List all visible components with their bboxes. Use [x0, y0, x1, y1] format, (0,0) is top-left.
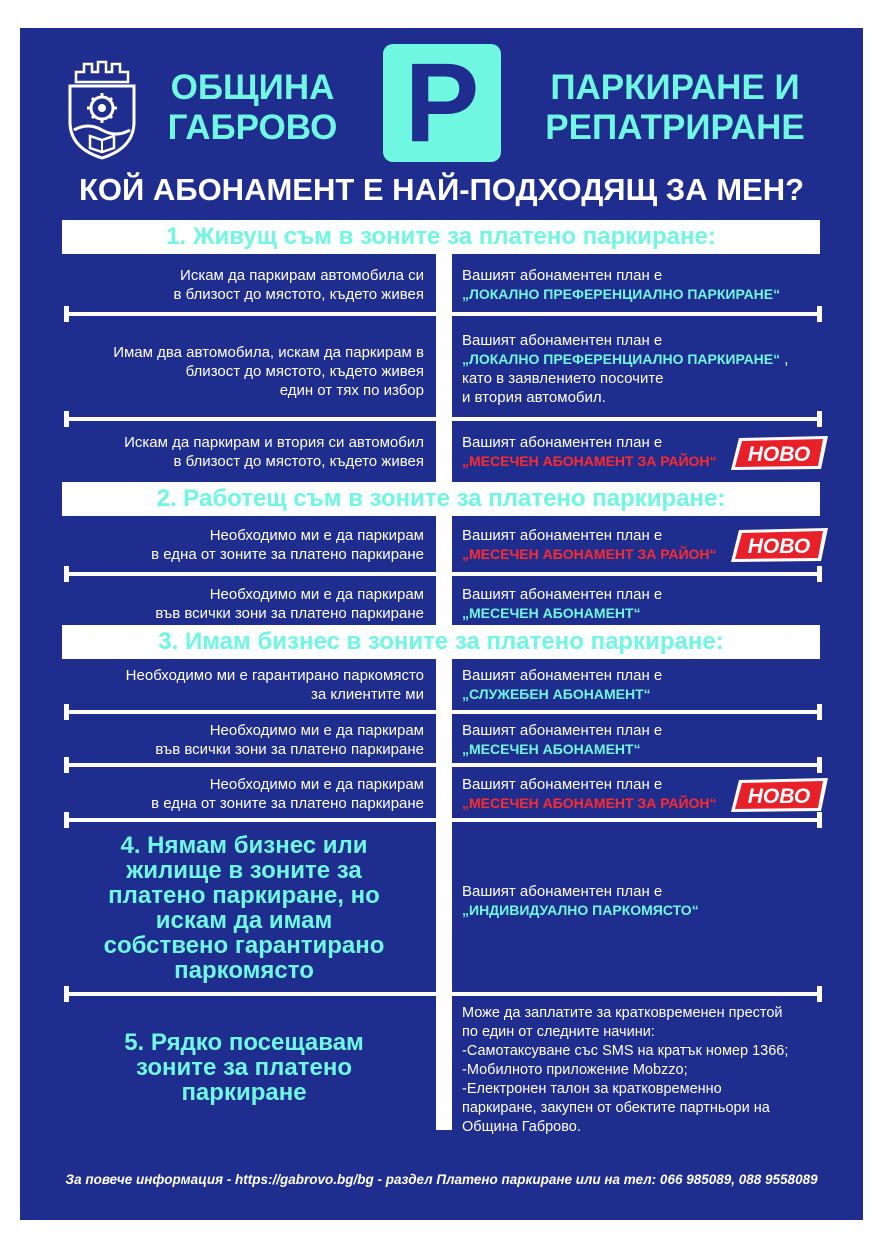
plan-extra-line: и втория автомобил. — [462, 389, 606, 406]
footer-contact-info: За повече информация - https://gabrovo.bg/bg - раздел Платено паркиране или на тел: 066 985089, 088 9558089 — [65, 1172, 818, 1187]
plan-name: „ЛОКАЛНО ПРЕФЕРЕНЦИАЛНО ПАРКИРАНЕ“ — [462, 286, 781, 302]
situation-line: в близост до мястото, където живея — [173, 453, 424, 470]
payment-line: -Електронен талон за кратковременно — [462, 1081, 722, 1097]
section-4-heading — [62, 833, 426, 983]
plan-name: „СЛУЖЕБЕН АБОНАМЕНТ“ — [462, 686, 651, 702]
new-badge — [731, 436, 829, 470]
service-title — [520, 68, 830, 148]
heading-line: жилище в зоните за — [126, 857, 362, 884]
situation-line: Необходимо ми е да паркирам — [209, 586, 424, 603]
section-2-row-2-plan — [462, 585, 822, 623]
municipality-name — [155, 68, 350, 148]
section-1-row-3-situation — [62, 433, 424, 471]
section-2-row-2-situation — [62, 585, 424, 623]
new-badge-label: НОВО — [747, 443, 811, 466]
situation-line: за клиентите ми — [310, 686, 424, 703]
section-5-payment-options — [462, 1004, 822, 1137]
situation-line: във всички зони за платено паркиране — [155, 605, 424, 622]
service-title-line1: ПАРКИРАНЕ И — [550, 68, 800, 107]
plan-intro: Вашият абонаментен план е — [462, 586, 663, 603]
situation-line: Искам да паркирам автомобила си — [180, 267, 424, 284]
section-2-heading: 2. Работещ съм в зоните за платено паркиране: — [62, 482, 820, 516]
section-1-row-1-situation — [62, 266, 424, 304]
plan-name: „МЕСЕЧЕН АБОНАМЕНТ ЗА РАЙОН“ — [462, 546, 717, 562]
plan-intro: Вашият абонаментен план е — [462, 434, 663, 451]
payment-line: по един от следните начини: — [462, 1024, 655, 1040]
situation-line: във всички зони за платено паркиране — [155, 741, 424, 758]
payment-line: Може да заплатите за кратковременен престой — [462, 1005, 783, 1021]
service-title-line2: РЕПАТРИРАНЕ — [545, 108, 805, 147]
situation-line: в близост до мястото, където живея — [173, 286, 424, 303]
heading-line: зоните за платено — [136, 1054, 352, 1081]
plan-name: „МЕСЕЧЕН АБОНАМЕНТ“ — [462, 605, 641, 621]
gabrovo-crest-icon — [62, 60, 142, 160]
situation-line: Искам да паркирам и втория си автомобил — [124, 434, 424, 451]
plan-intro: Вашият абонаментен план е — [462, 332, 663, 349]
heading-line: платено паркиране, но — [108, 882, 380, 909]
payment-line: -Мобилното приложение Mobzzo; — [462, 1062, 688, 1078]
section-3-heading: 3. Имам бизнес в зоните за платено паркиране: — [62, 625, 820, 659]
plan-name: „ИНДИВИДУАЛНО ПАРКОМЯСТО“ — [462, 902, 699, 918]
heading-line: паркомясто — [174, 957, 314, 984]
plan-intro: Вашият абонаментен план е — [462, 722, 663, 739]
plan-extra-line: като в заявлението посочите — [462, 370, 664, 387]
section-1-row-2-situation — [62, 343, 424, 400]
situation-line: Необходимо ми е да паркирам — [209, 776, 424, 793]
row-divider — [66, 710, 820, 714]
situation-line: в една от зоните за платено паркиране — [151, 546, 424, 563]
row-divider — [66, 572, 820, 576]
plan-intro: Вашият абонаментен план е — [462, 667, 663, 684]
situation-line: един от тях по избор — [279, 382, 424, 399]
municipality-name-line1: ОБЩИНА — [170, 68, 335, 107]
new-badge-label: НОВО — [747, 535, 811, 558]
main-question-heading: КОЙ АБОНАМЕНТ Е НАЙ-ПОДХОДЯЩ ЗА МЕН? — [78, 172, 805, 207]
situation-line: близост до мястото, където живея — [185, 363, 424, 380]
row-divider — [66, 763, 820, 767]
heading-line: 5. Рядко посещавам — [124, 1029, 364, 1056]
row-divider — [66, 312, 820, 316]
plan-name: „МЕСЕЧЕН АБОНАМЕНТ ЗА РАЙОН“ — [462, 795, 717, 811]
payment-line: Община Габрово. — [462, 1119, 581, 1135]
municipality-name-line2: ГАБРОВО — [167, 108, 338, 147]
section-1-row-1-plan — [462, 266, 822, 304]
section-3-row-1-situation — [62, 666, 424, 704]
plan-intro: Вашият абонаментен план е — [462, 527, 663, 544]
situation-line: Необходимо ми е да паркирам — [209, 722, 424, 739]
row-divider — [66, 417, 820, 421]
plan-intro: Вашият абонаментен план е — [462, 267, 663, 284]
section-3-row-3-situation — [62, 775, 424, 813]
plan-suffix: , — [780, 351, 789, 368]
plan-name: „МЕСЕЧЕН АБОНАМЕНТ ЗА РАЙОН“ — [462, 453, 717, 469]
section-2-row-1-situation — [62, 526, 424, 564]
section-1-row-2-plan — [462, 331, 822, 407]
section-3-row-1-plan — [462, 666, 822, 704]
new-badge — [731, 528, 829, 562]
plan-intro: Вашият абонаментен план е — [462, 776, 663, 793]
payment-line: -Самотаксуване със SMS на кратък номер 1366; — [462, 1043, 789, 1059]
heading-line: 4. Нямам бизнес или — [120, 832, 368, 859]
new-badge — [731, 778, 829, 812]
heading-line: собствено гарантирано — [103, 932, 385, 959]
parking-logo: P — [383, 44, 501, 162]
situation-line: в една от зоните за платено паркиране — [151, 795, 424, 812]
payment-line: паркиране, закупен от обектите партньори на — [462, 1100, 770, 1116]
plan-name: „МЕСЕЧЕН АБОНАМЕНТ“ — [462, 741, 641, 757]
situation-line: Имам два автомобила, искам да паркирам в — [113, 344, 424, 361]
plan-name: „ЛОКАЛНО ПРЕФЕРЕНЦИАЛНО ПАРКИРАНЕ“ — [462, 351, 781, 367]
row-divider — [66, 992, 820, 996]
section-3-row-2-situation — [62, 721, 424, 759]
row-divider — [66, 818, 820, 822]
section-4-plan — [462, 882, 822, 920]
section-5-heading — [62, 1030, 426, 1105]
situation-line: Необходимо ми е да паркирам — [209, 527, 424, 544]
plan-intro: Вашият абонаментен план е — [462, 883, 663, 900]
situation-line: Необходимо ми е гарантирано паркомясто — [125, 667, 424, 684]
heading-line: искам да имам — [155, 907, 333, 934]
section-1-heading: 1. Живущ съм в зоните за платено паркиране: — [62, 220, 820, 254]
section-3-row-2-plan — [462, 721, 822, 759]
heading-line: паркиране — [181, 1079, 307, 1106]
new-badge-label: НОВО — [747, 785, 811, 808]
